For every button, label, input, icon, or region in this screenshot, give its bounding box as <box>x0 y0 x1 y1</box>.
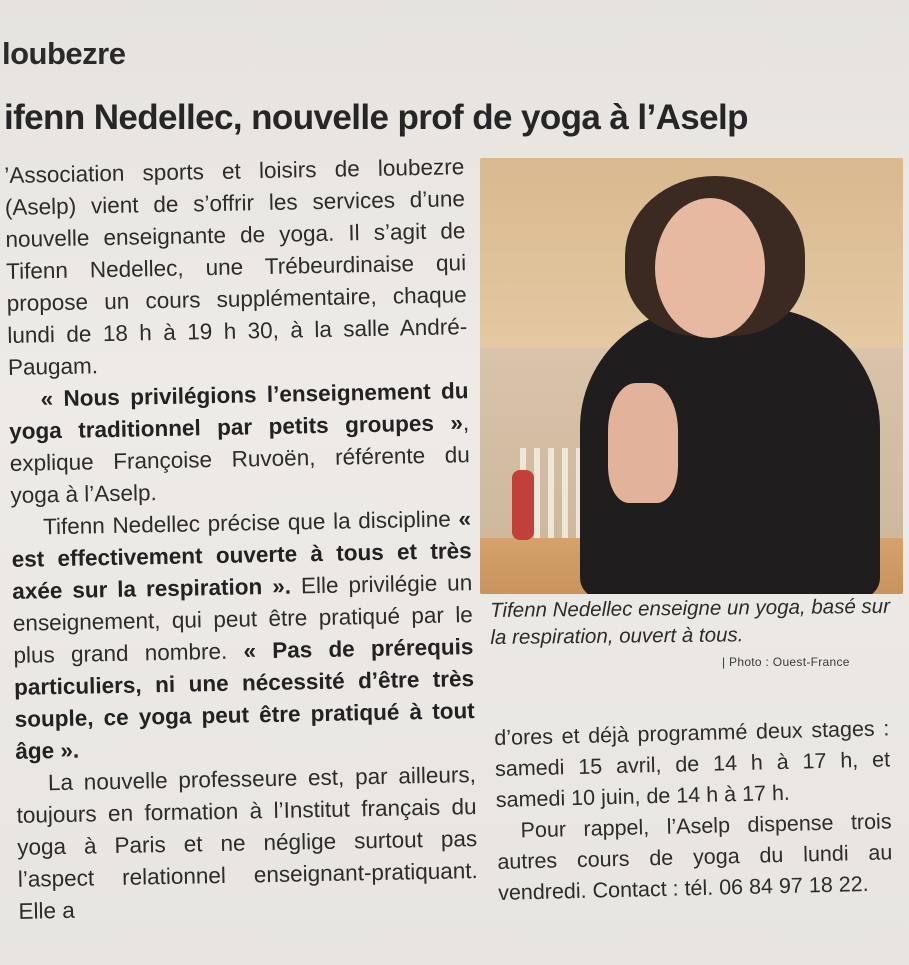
photo-background-person <box>512 470 534 540</box>
article-headline: ifenn Nedellec, nouvelle prof de yoga à l’Aselp <box>4 98 748 137</box>
paragraph-contact: Pour rappel, l’Aselp dispense trois autres cours de yoga du lundi au vendredi. Contact : tél. 06 84 97 18 22. <box>497 809 893 905</box>
photo-credit: | Photo : Ouest-France <box>722 655 850 669</box>
show-through-text-bottom <box>470 900 890 960</box>
section-title: loubezre <box>2 36 126 71</box>
paragraph-discipline <box>11 503 476 768</box>
photo-teacher-face <box>655 198 765 338</box>
quote-text: « Nous privilégions l’enseignement du yoga traditionnel par petits groupes » <box>8 378 469 444</box>
show-through-text-top <box>360 0 909 30</box>
article-left-column <box>4 151 479 928</box>
photo-caption: Tifenn Nedellec enseigne un yoga, basé sur la respiration, ouvert à tous. <box>490 594 891 649</box>
article-right-column <box>494 713 893 909</box>
article-photo <box>480 158 903 594</box>
quote-attribution: , explique Françoise Ruvoën, référente du yoga à l’Aselp. <box>9 410 470 508</box>
photo-teacher-hand <box>608 383 678 503</box>
discipline-quote-2: « Pas de prérequis particuliers, ni une nécessité d’être très souple, ce yoga peut être pratiqué à tout âge ». <box>13 634 475 764</box>
paragraph-training: La nouvelle professeure est, par ailleurs, toujours en formation à l’Institut français du yoga à Paris et ne néglige surtout pas l’aspect relationnel enseignant-pratiquant. Elle a <box>16 762 478 924</box>
discipline-middle: Elle privilégie un enseignement, qui peut être pratiqué par le plus grand nombre. <box>12 570 474 668</box>
paragraph-stages: d’ores et déjà programmé deux stages : samedi 15 avril, de 14 h à 17 h, et samedi 10 juin, de 14 h à 17 h. <box>494 716 891 812</box>
discipline-quote: « est effectivement ouverte à tous et très axée sur la respiration ». <box>11 506 472 604</box>
paragraph-quote <box>8 375 470 512</box>
paragraph-intro: ’Association sports et loisirs de loubezre (Aselp) vient de s’offrir les services d’une nouvelle enseignante de yoga. Il s’agit de Tifenn Nedellec, une Trébeurdinaise qui propose un cours supplémentaire, chaque lundi de 18 h à 19 h 30, à la salle André-Paugam. <box>4 154 468 380</box>
discipline-intro: Tifenn Nedellec précise que la discipline <box>42 506 459 540</box>
